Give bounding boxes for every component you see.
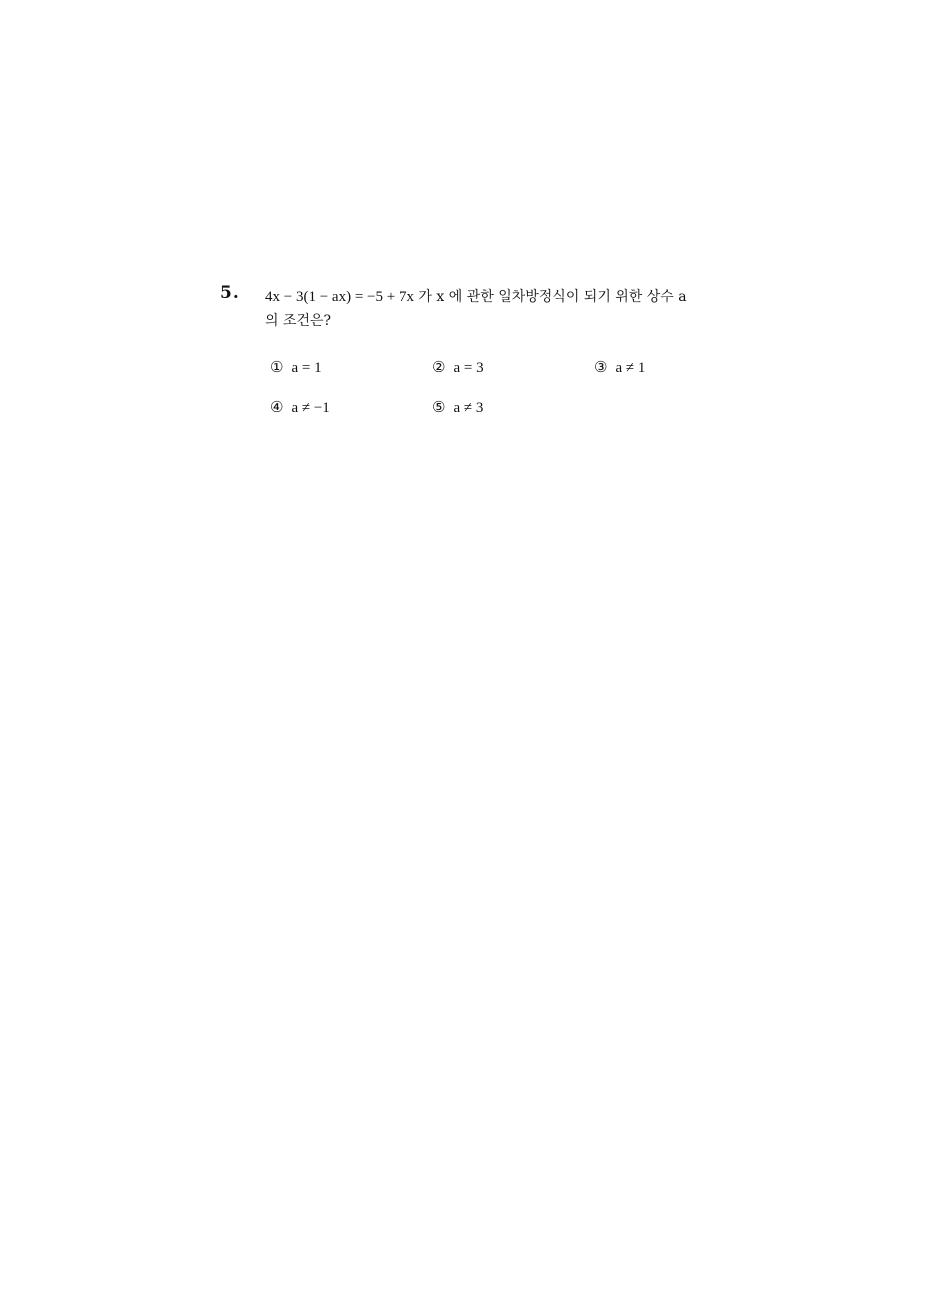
choice-value-2: a = 3 [453,360,484,376]
choice-marker-2: ② [432,358,446,376]
choice-marker-3: ③ [594,358,608,376]
problem-number: 5. [220,283,240,303]
choice-5[interactable] [432,398,483,417]
choice-4[interactable] [270,398,330,417]
choice-marker-5: ⑤ [432,398,446,416]
question-line-1: 가 x 에 관한 일차방정식이 되기 위한 상수 a [413,289,687,305]
choice-1[interactable] [270,358,322,377]
choice-value-4: a ≠ −1 [291,400,330,416]
choice-3[interactable] [594,358,645,377]
answer-choices [270,358,770,438]
choice-value-1: a = 1 [291,360,322,376]
question-line-2: 의 조건은? [265,313,332,329]
choice-marker-1: ① [270,358,284,376]
choice-value-5: a ≠ 3 [453,400,484,416]
question-equation: 4x − 3(1 − ax) = −5 + 7x [265,289,414,305]
choice-value-3: a ≠ 1 [615,360,646,376]
question-text [265,285,765,333]
choice-marker-4: ④ [270,398,284,416]
choice-2[interactable] [432,358,484,377]
